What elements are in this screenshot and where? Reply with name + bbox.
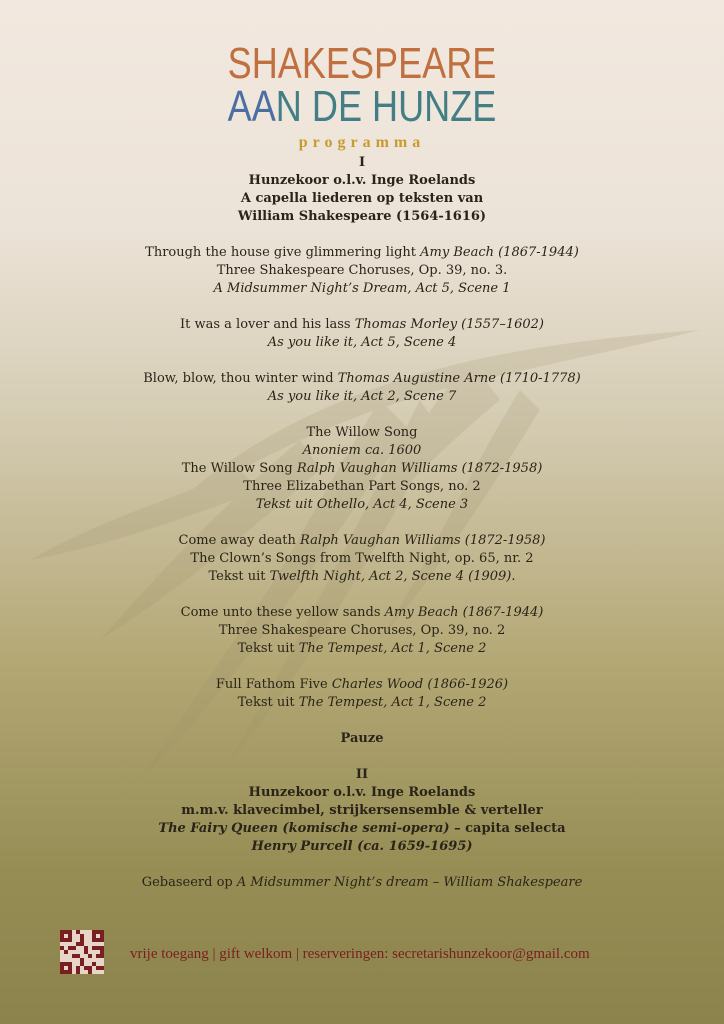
part1-choir: Hunzekoor o.l.v. Inge Roelands	[248, 173, 476, 188]
part2-choir: Hunzekoor o.l.v. Inge Roelands	[248, 785, 476, 800]
part1-desc1: A capella liederen op teksten van	[240, 191, 484, 206]
song-item: It was a lover and his lass Thomas Morley (1557–1602) As you like it, Act 5, Scene 4	[180, 317, 544, 350]
title-line-1: SHAKESPEARE	[227, 39, 497, 88]
program-content	[40, 154, 684, 892]
song-item: The Willow Song Anoniem ca. 1600 The Willow Song Ralph Vaughan Williams (1872-1958) Three Elizabethan Part Songs, no. 2 Tekst uit Othello, Act 4, Scene 3	[181, 425, 543, 512]
part2-based-on: Gebaseerd op A Midsummer Night’s dream – William Shakespeare	[141, 875, 583, 890]
song-item: Through the house give glimmering light Amy Beach (1867-1944) Three Shakespeare Choruses, Op. 39, no. 3. A Midsummer Night’s Dream, Act 5, Scene 1	[145, 245, 579, 296]
title-line-2	[65, 83, 659, 131]
qr-code-icon[interactable]	[60, 930, 104, 974]
part1-numeral: I	[358, 155, 366, 170]
part2-work: The Fairy Queen (komische semi-opera) – capita selecta	[158, 821, 566, 836]
part2-numeral: II	[355, 767, 369, 782]
song-item: Come away death Ralph Vaughan Williams (1872-1958) The Clown’s Songs from Twelfth Night, op. 65, nr. 2 Tekst uit Twelfth Night, Act 2, Scene 4 (1909).	[178, 533, 546, 584]
footer-info: vrije toegang | gift welkom | reserveringen: secretarishunzekoor@gmail.com	[130, 946, 590, 962]
part2-composer: Henry Purcell (ca. 1659-1695)	[251, 839, 473, 854]
title-line-2-part1: AA	[227, 82, 276, 131]
programma-heading: programma	[298, 134, 426, 151]
song-item: Come unto these yellow sands Amy Beach (1867-1944) Three Shakespeare Choruses, Op. 39, no. 2 Tekst uit The Tempest, Act 1, Scene 2	[180, 605, 544, 656]
pause-label: Pauze	[340, 731, 384, 746]
part1-desc2: William Shakespeare (1564-1616)	[237, 209, 487, 224]
title-line-2-part2: N DE HUNZE	[275, 82, 497, 131]
song-item: Full Fathom Five Charles Wood (1866-1926) Tekst uit The Tempest, Act 1, Scene 2	[215, 677, 509, 710]
part2-with: m.m.v. klavecimbel, strijkersensemble & verteller	[181, 803, 543, 818]
song-item: Blow, blow, thou winter wind Thomas Augustine Arne (1710-1778) As you like it, Act 2, Scene 7	[143, 371, 581, 404]
